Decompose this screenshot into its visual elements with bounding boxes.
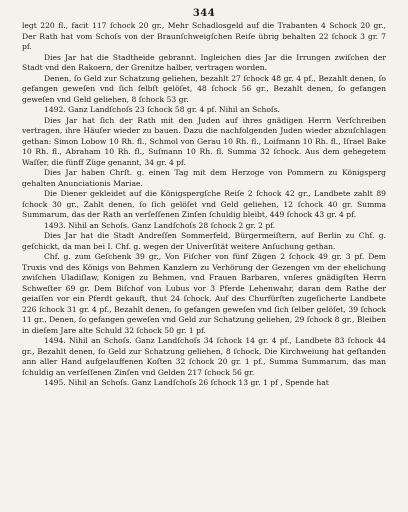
paragraph: Dies Jar hat die Stadt Andreſſen Sommerfeld, Bürgermeiſtern, auf Berlin zu Chf. g. geſchickt, da man bei I. Chf. g. wegen der Univerſität weitere Anſuchung gethan.: [22, 231, 386, 251]
paragraph: Chf. g. zum Geſchenk 39 gr., Von Fiſcher von fünf Zügen 2 ſchock 49 gr. 3 pf. Dem Truxis vnd des Königs von Behmen Kanzlern zu Verhörung der Gezengen vm der ehelichung zwiſchen Uladiſlaw, Konigen zu Behmen, vnd Frauen Barbaren, vnſeres gnädigſten Herrn Schweſter 69 gr. Dem Biſchof von Lubus vor 3 Pferde Lehenwahr, daran dem Rathe der geiaſſen vor ein Pferdt gekauft, thut 24 ſchock, Auf des Churfürſten zugeſicherte Landbete 226 ſchock 31 gr. 4 pf., Bezahlt denen, ſo gefangen geweſen vnd ſich ſelber gelöſet, 39 ſchock 11 gr., Denen, ſo gefangen geweſen vnd Geld zur Schatzung geliehen, 29 ſchock 8 gr., Bleiben in dieſem Jare alte Schuld 32 ſchock 50 gr. 1 pf.: [22, 252, 386, 335]
paragraph: 1494. Nihil an Schoſs. Ganz Landſchoſs 34 ſchock 14 gr. 4 pf., Landbete 83 ſchock 44 gr., Bezahlt denen, ſo Geld zur Schatzung geliehen, 8 ſchock, Die Kirchweiung hat geſtanden ann aller Hand aufgelauffenen Koſten 32 ſchock 20 gr. 1 pf., Summa Summarum, das man ſchuldig an verſeſſenen Zinſen vnd Gelden 217 ſchock 56 gr.: [22, 336, 386, 377]
paragraph: Denen, ſo Geld zur Schatzung geliehen, bezahlt 27 ſchock 48 gr. 4 pf., Bezahlt denen, ſo gefangen geweſen vnd ſich ſelbſt gelöſet, 48 ſchock 56 gr., Bezahlt denen, ſo gefangen geweſen vnd Geld geliehen, 8 ſchock 53 gr.: [22, 73, 386, 104]
paragraph: Dies Jar haben Chrſt. g. einen Tag mit dem Herzoge von Pommern zu Königsperg gehalten Anunciationis Mariae.: [22, 168, 386, 188]
paragraph: 1492. Ganz Landſchoſs 23 ſchock 58 gr. 4 pf. Nihil an Schoſs.: [44, 105, 281, 114]
paragraph: 1493. Nihil an Schoſs. Ganz Landſchoſs 28 ſchock 2 gr. 2 pf.: [44, 220, 276, 230]
paragraph: legt 220 fl., facit 117 ſchock 20 gr., Mehr Schadlosgeld auf die Trabanten 4 Schock 20 gr., Der Rath hat vom Schoſs von der Braunſchweigſchen Reiſe übrig behalten 22 ſchock 3 gr. 7 pf.: [22, 21, 386, 51]
paragraph: 1495. Nihil an Schoſs. Ganz Landſchoſs 26 ſchock 13 gr. 1 pf , Spende hat: [44, 378, 329, 387]
paragraph: Dies Jar hat ſich der Rath mit den Juden auf ihres gnädigen Herrn Verſchreiben vertragen, ihre Häuſer wieder zu bauen. Dazu die nachfolgenden Juden wieder abzuſchlagen gethan: Simon Lobow 10 Rh. fl., Schmol von Gerau 10 Rh. fl., Loifmann 10 Rh. fl., Iſrael Bake 10 Rh. fl., Abraham 10 Rh. fl., Suſmann 10 Rh. fl. Summa 32 ſchock. Aus dem gehegetem Waſſer, die fünff Züge genannt, 34 gr. 4 pf.: [22, 115, 386, 167]
body-text: [22, 21, 386, 389]
paragraph: Die Diener gekleidet auf die Königspergſche Reiſe 2 ſchock 42 gr., Landbete zahlt 89 ſchock 30 gr., Zahlt denen, ſo ſich gelöſet vnd Geld geliehen, 12 ſchock 40 gr. Summa Summarum, das der Rath an verſeſſenen Zinſen ſchuldig bleibt, 449 ſchock 43 gr. 4 pf.: [22, 189, 386, 219]
page-number: 344: [192, 8, 216, 19]
paragraph: Dies Jar hat die Stadtheide gebrannt. Ingleichen dies Jar die Irrungen zwiſchen der Stadt vnd den Rakoern, der Grenitze halber, vertragen worden.: [22, 52, 386, 72]
